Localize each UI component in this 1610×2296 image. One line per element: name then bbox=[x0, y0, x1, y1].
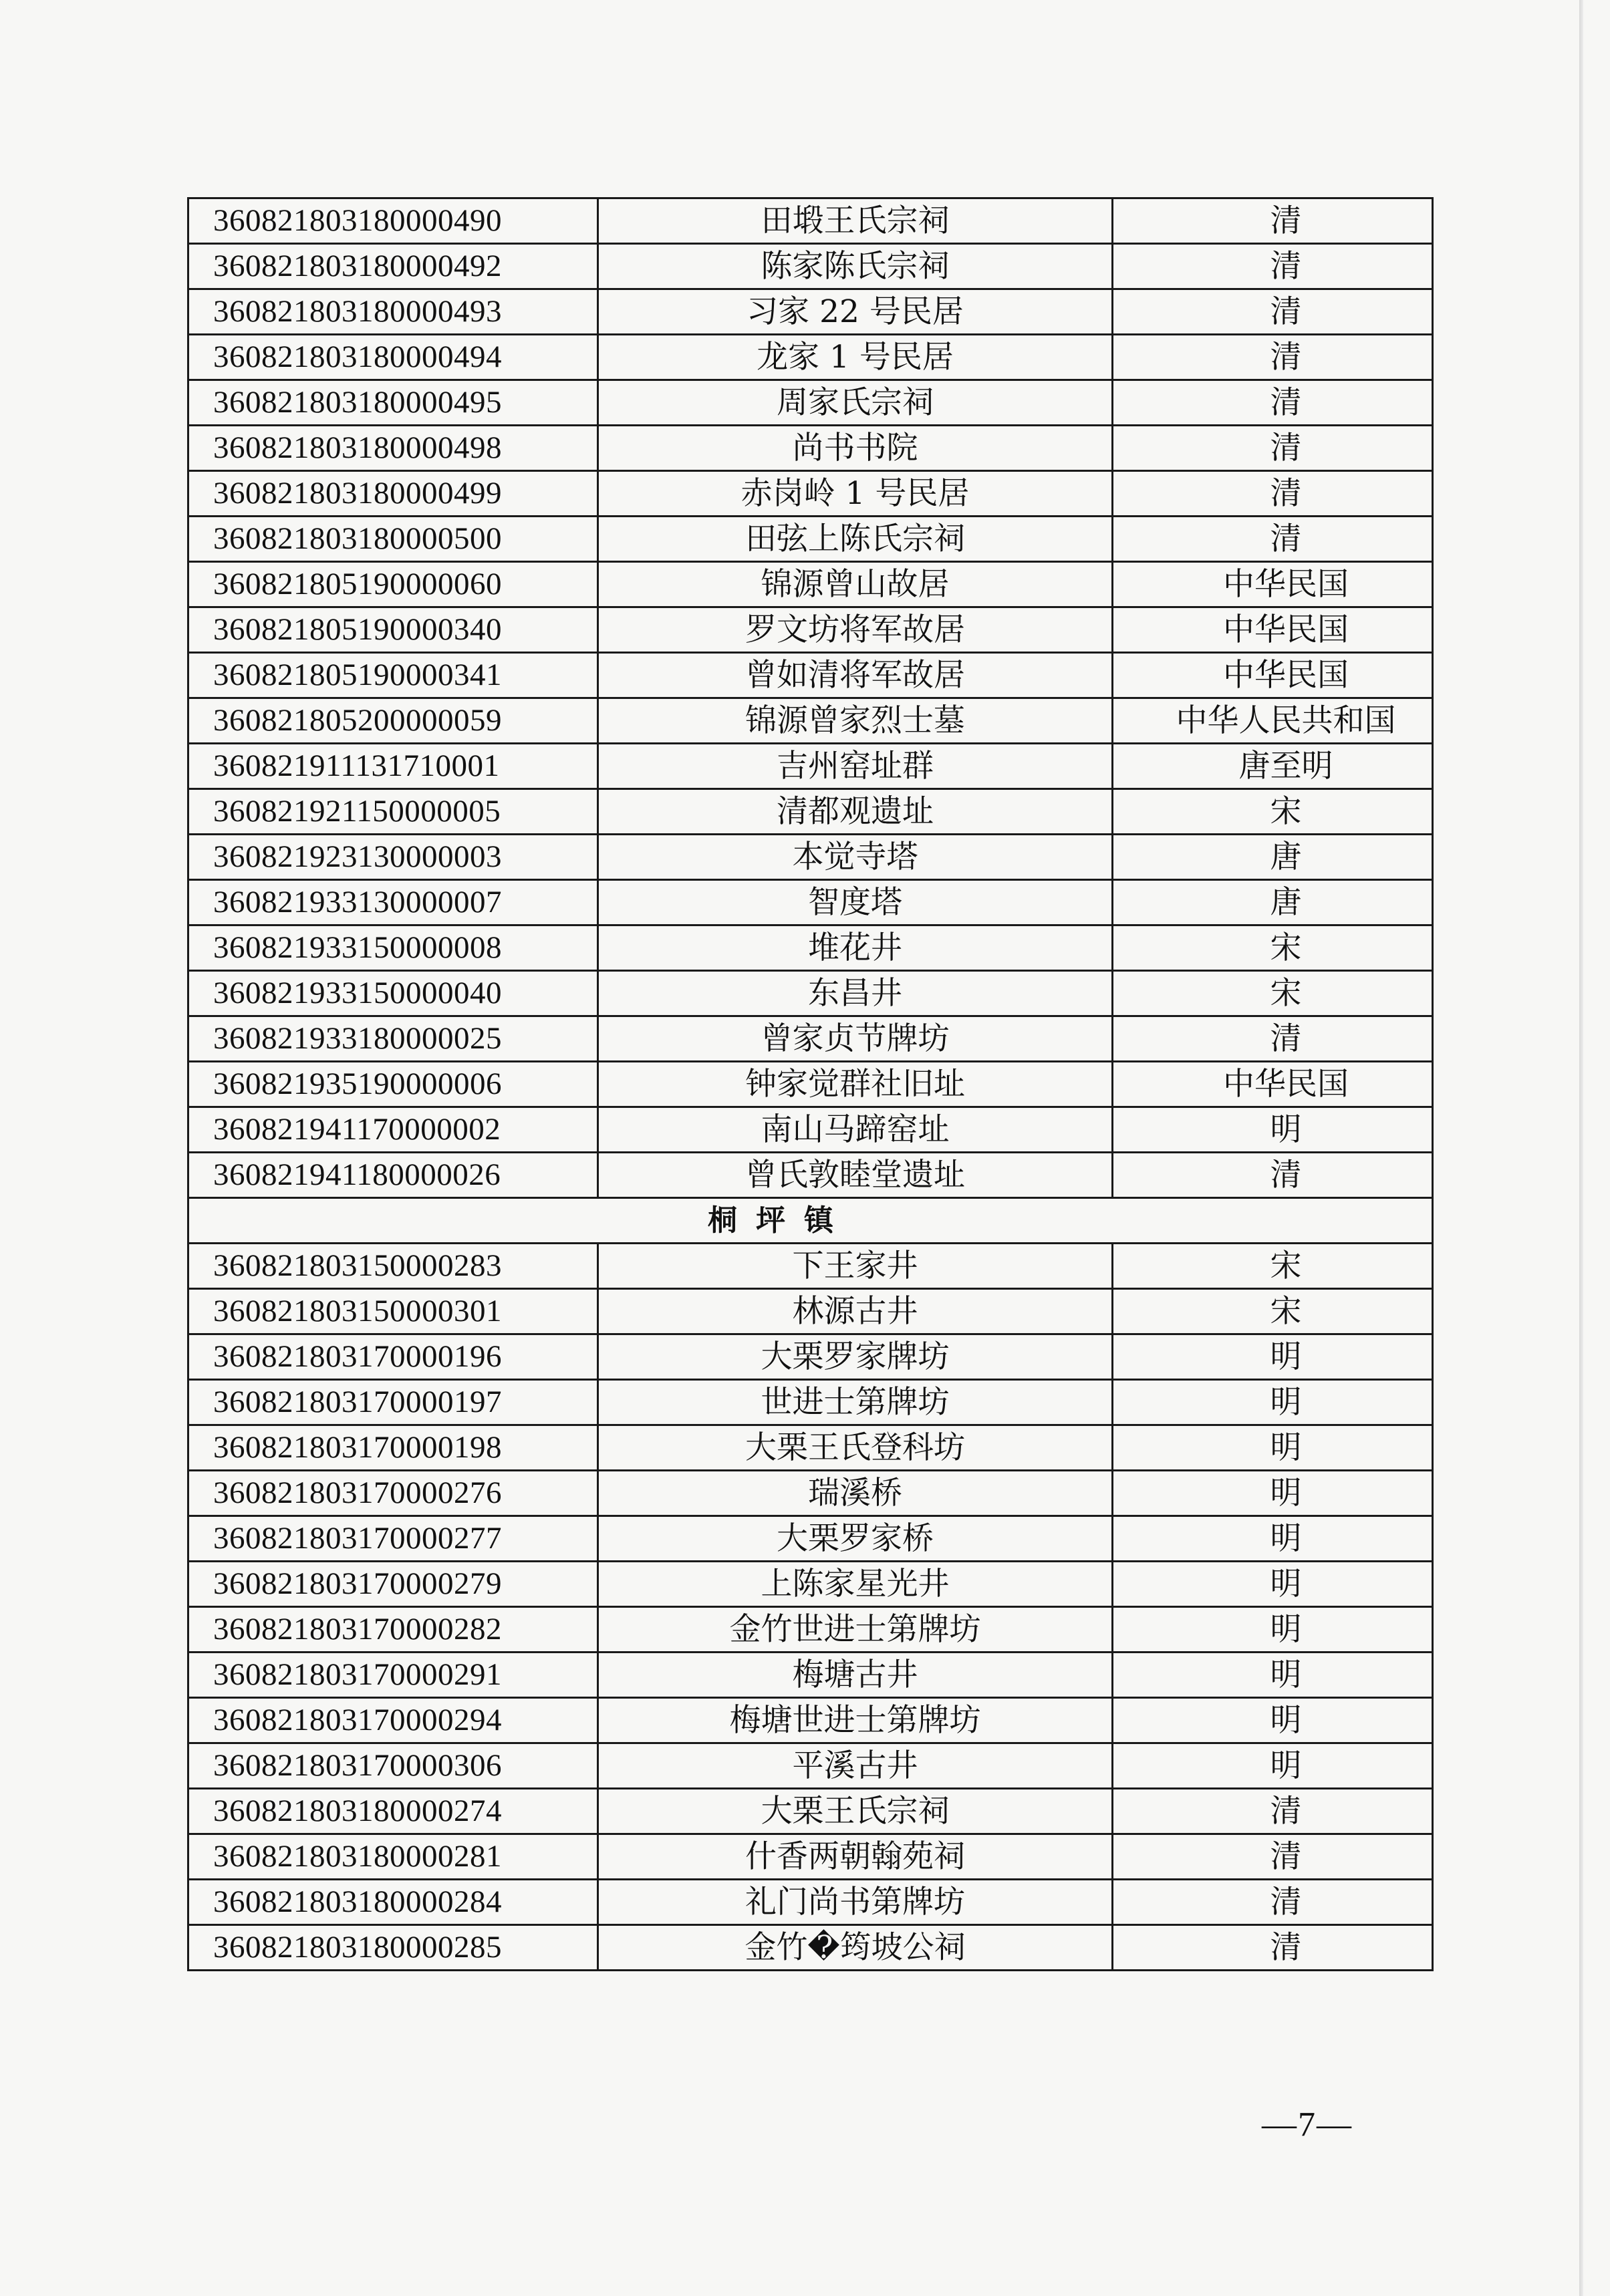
site-era: 宋 bbox=[1113, 925, 1433, 971]
site-name: 梅塘古井 bbox=[598, 1653, 1113, 1698]
site-name: 田弦上陈氏宗祠 bbox=[598, 517, 1113, 562]
site-name: 钟家觉群社旧址 bbox=[598, 1062, 1113, 1107]
site-code: 360821935190000006 bbox=[188, 1062, 598, 1107]
site-name: 梅塘世进士第牌坊 bbox=[598, 1698, 1113, 1743]
site-code: 360821803170000306 bbox=[188, 1743, 598, 1789]
site-code: 360821803180000274 bbox=[188, 1789, 598, 1834]
site-era: 清 bbox=[1113, 1880, 1433, 1925]
site-code: 360821803150000301 bbox=[188, 1289, 598, 1334]
site-era: 明 bbox=[1113, 1743, 1433, 1789]
site-name: 什香两朝翰苑祠 bbox=[598, 1834, 1113, 1880]
table-row bbox=[188, 1698, 1433, 1743]
site-era: 清 bbox=[1113, 1016, 1433, 1062]
site-code: 360821805190000060 bbox=[188, 562, 598, 607]
site-code: 360821803170000196 bbox=[188, 1334, 598, 1380]
site-code: 360821803170000198 bbox=[188, 1425, 598, 1471]
site-name: 曾氏敦睦堂遗址 bbox=[598, 1153, 1113, 1198]
table-row bbox=[188, 244, 1433, 289]
site-code: 360821803170000277 bbox=[188, 1516, 598, 1562]
site-era: 明 bbox=[1113, 1380, 1433, 1425]
site-era: 唐 bbox=[1113, 835, 1433, 880]
site-code: 360821803180000499 bbox=[188, 471, 598, 517]
table-row bbox=[188, 1153, 1433, 1198]
site-name: 龙家 1 号民居 bbox=[598, 335, 1113, 380]
site-name: 尚书书院 bbox=[598, 426, 1113, 471]
site-era: 明 bbox=[1113, 1653, 1433, 1698]
site-name: 大栗罗家桥 bbox=[598, 1516, 1113, 1562]
table-row bbox=[188, 562, 1433, 607]
site-name: 大栗罗家牌坊 bbox=[598, 1334, 1113, 1380]
table-row bbox=[188, 1289, 1433, 1334]
site-name: 习家 22 号民居 bbox=[598, 289, 1113, 335]
table-row bbox=[188, 1880, 1433, 1925]
site-name: 吉州窑址群 bbox=[598, 744, 1113, 789]
site-era: 宋 bbox=[1113, 1289, 1433, 1334]
site-code: 360821933180000025 bbox=[188, 1016, 598, 1062]
table-row bbox=[188, 971, 1433, 1016]
site-era: 清 bbox=[1113, 244, 1433, 289]
site-code: 360821921150000005 bbox=[188, 789, 598, 835]
site-era: 清 bbox=[1113, 1834, 1433, 1880]
site-code: 360821803180000490 bbox=[188, 198, 598, 244]
site-era: 唐 bbox=[1113, 880, 1433, 925]
site-name: 世进士第牌坊 bbox=[598, 1380, 1113, 1425]
table-row bbox=[188, 1516, 1433, 1562]
site-name: 南山马蹄窑址 bbox=[598, 1107, 1113, 1153]
site-name: 智度塔 bbox=[598, 880, 1113, 925]
table-row bbox=[188, 198, 1433, 244]
site-name: 大栗王氏登科坊 bbox=[598, 1425, 1113, 1471]
table-row bbox=[188, 1016, 1433, 1062]
site-era: 清 bbox=[1113, 426, 1433, 471]
page-number: —7— bbox=[1262, 2106, 1353, 2144]
table-row bbox=[188, 880, 1433, 925]
site-name: 堆花井 bbox=[598, 925, 1113, 971]
site-name: 瑞溪桥 bbox=[598, 1471, 1113, 1516]
section-header-row bbox=[188, 1198, 1433, 1244]
page-edge-shadow bbox=[1579, 0, 1583, 2296]
site-code: 360821803170000197 bbox=[188, 1380, 598, 1425]
site-code: 360821805190000340 bbox=[188, 607, 598, 653]
site-code: 360821933130000007 bbox=[188, 880, 598, 925]
site-name: 东昌井 bbox=[598, 971, 1113, 1016]
table-row bbox=[188, 1834, 1433, 1880]
site-name: 金竹世进士第牌坊 bbox=[598, 1607, 1113, 1653]
section-title: 桐坪镇 bbox=[188, 1198, 1433, 1244]
site-name: 金竹�筠坡公祠 bbox=[598, 1925, 1113, 1971]
site-era: 清 bbox=[1113, 335, 1433, 380]
site-code: 360821923130000003 bbox=[188, 835, 598, 880]
site-era: 清 bbox=[1113, 289, 1433, 335]
table-row bbox=[188, 1380, 1433, 1425]
site-code: 360821933150000040 bbox=[188, 971, 598, 1016]
site-name: 清都观遗址 bbox=[598, 789, 1113, 835]
table-row bbox=[188, 289, 1433, 335]
site-name: 曾如清将军故居 bbox=[598, 653, 1113, 698]
site-era: 宋 bbox=[1113, 1244, 1433, 1289]
site-era: 清 bbox=[1113, 380, 1433, 426]
site-code: 360821803180000284 bbox=[188, 1880, 598, 1925]
table-row bbox=[188, 1107, 1433, 1153]
site-era: 中华民国 bbox=[1113, 607, 1433, 653]
site-code: 360821805190000341 bbox=[188, 653, 598, 698]
site-code: 360821803170000279 bbox=[188, 1562, 598, 1607]
site-code: 360821803180000494 bbox=[188, 335, 598, 380]
site-name: 林源古井 bbox=[598, 1289, 1113, 1334]
site-era: 清 bbox=[1113, 1153, 1433, 1198]
table-row bbox=[188, 789, 1433, 835]
site-name: 周家氏宗祠 bbox=[598, 380, 1113, 426]
site-code: 360821803170000282 bbox=[188, 1607, 598, 1653]
table-row bbox=[188, 1925, 1433, 1971]
site-code: 360821803170000291 bbox=[188, 1653, 598, 1698]
table-row bbox=[188, 1062, 1433, 1107]
site-era: 明 bbox=[1113, 1607, 1433, 1653]
table-row bbox=[188, 1244, 1433, 1289]
site-code: 360821803170000294 bbox=[188, 1698, 598, 1743]
site-name: 锦源曾山故居 bbox=[598, 562, 1113, 607]
table-row bbox=[188, 1607, 1433, 1653]
site-code: 360821803180000285 bbox=[188, 1925, 598, 1971]
table-row bbox=[188, 1653, 1433, 1698]
table-row bbox=[188, 653, 1433, 698]
table-body bbox=[188, 198, 1433, 1971]
table-row bbox=[188, 1789, 1433, 1834]
site-era: 清 bbox=[1113, 198, 1433, 244]
site-era: 明 bbox=[1113, 1562, 1433, 1607]
table-row bbox=[188, 1425, 1433, 1471]
site-era: 中华民国 bbox=[1113, 562, 1433, 607]
site-era: 清 bbox=[1113, 471, 1433, 517]
table-row bbox=[188, 1471, 1433, 1516]
site-code: 360821911131710001 bbox=[188, 744, 598, 789]
site-era: 清 bbox=[1113, 1789, 1433, 1834]
table-row bbox=[188, 380, 1433, 426]
table-row bbox=[188, 471, 1433, 517]
site-era: 明 bbox=[1113, 1471, 1433, 1516]
site-era: 明 bbox=[1113, 1334, 1433, 1380]
site-era: 中华人民共和国 bbox=[1113, 698, 1433, 744]
site-code: 360821803180000493 bbox=[188, 289, 598, 335]
site-era: 清 bbox=[1113, 1925, 1433, 1971]
site-era: 清 bbox=[1113, 517, 1433, 562]
table-row bbox=[188, 1743, 1433, 1789]
site-name: 上陈家星光井 bbox=[598, 1562, 1113, 1607]
table-row bbox=[188, 517, 1433, 562]
site-era: 明 bbox=[1113, 1107, 1433, 1153]
site-code: 360821803180000498 bbox=[188, 426, 598, 471]
table-row bbox=[188, 426, 1433, 471]
site-name: 下王家井 bbox=[598, 1244, 1113, 1289]
table-row bbox=[188, 698, 1433, 744]
site-code: 360821803170000276 bbox=[188, 1471, 598, 1516]
table-row bbox=[188, 925, 1433, 971]
site-era: 明 bbox=[1113, 1698, 1433, 1743]
site-era: 明 bbox=[1113, 1516, 1433, 1562]
site-code: 360821805200000059 bbox=[188, 698, 598, 744]
table-row bbox=[188, 1562, 1433, 1607]
site-name: 礼门尚书第牌坊 bbox=[598, 1880, 1113, 1925]
site-name: 罗文坊将军故居 bbox=[598, 607, 1113, 653]
site-code: 360821803180000495 bbox=[188, 380, 598, 426]
table-row bbox=[188, 335, 1433, 380]
site-era: 宋 bbox=[1113, 971, 1433, 1016]
site-name: 赤岗岭 1 号民居 bbox=[598, 471, 1113, 517]
table-row bbox=[188, 744, 1433, 789]
site-era: 宋 bbox=[1113, 789, 1433, 835]
site-era: 明 bbox=[1113, 1425, 1433, 1471]
site-name: 田塅王氏宗祠 bbox=[598, 198, 1113, 244]
site-code: 360821803150000283 bbox=[188, 1244, 598, 1289]
table-row bbox=[188, 1334, 1433, 1380]
table-row bbox=[188, 835, 1433, 880]
site-era: 中华民国 bbox=[1113, 653, 1433, 698]
site-code: 360821803180000492 bbox=[188, 244, 598, 289]
site-code: 360821941170000002 bbox=[188, 1107, 598, 1153]
site-name: 大栗王氏宗祠 bbox=[598, 1789, 1113, 1834]
site-name: 曾家贞节牌坊 bbox=[598, 1016, 1113, 1062]
site-era: 唐至明 bbox=[1113, 744, 1433, 789]
site-name: 本觉寺塔 bbox=[598, 835, 1113, 880]
site-code: 360821933150000008 bbox=[188, 925, 598, 971]
site-name: 平溪古井 bbox=[598, 1743, 1113, 1789]
site-code: 360821803180000281 bbox=[188, 1834, 598, 1880]
site-era: 中华民国 bbox=[1113, 1062, 1433, 1107]
site-name: 陈家陈氏宗祠 bbox=[598, 244, 1113, 289]
heritage-list-table bbox=[187, 197, 1434, 1971]
site-code: 360821803180000500 bbox=[188, 517, 598, 562]
site-name: 锦源曾家烈士墓 bbox=[598, 698, 1113, 744]
table-row bbox=[188, 607, 1433, 653]
site-code: 360821941180000026 bbox=[188, 1153, 598, 1198]
